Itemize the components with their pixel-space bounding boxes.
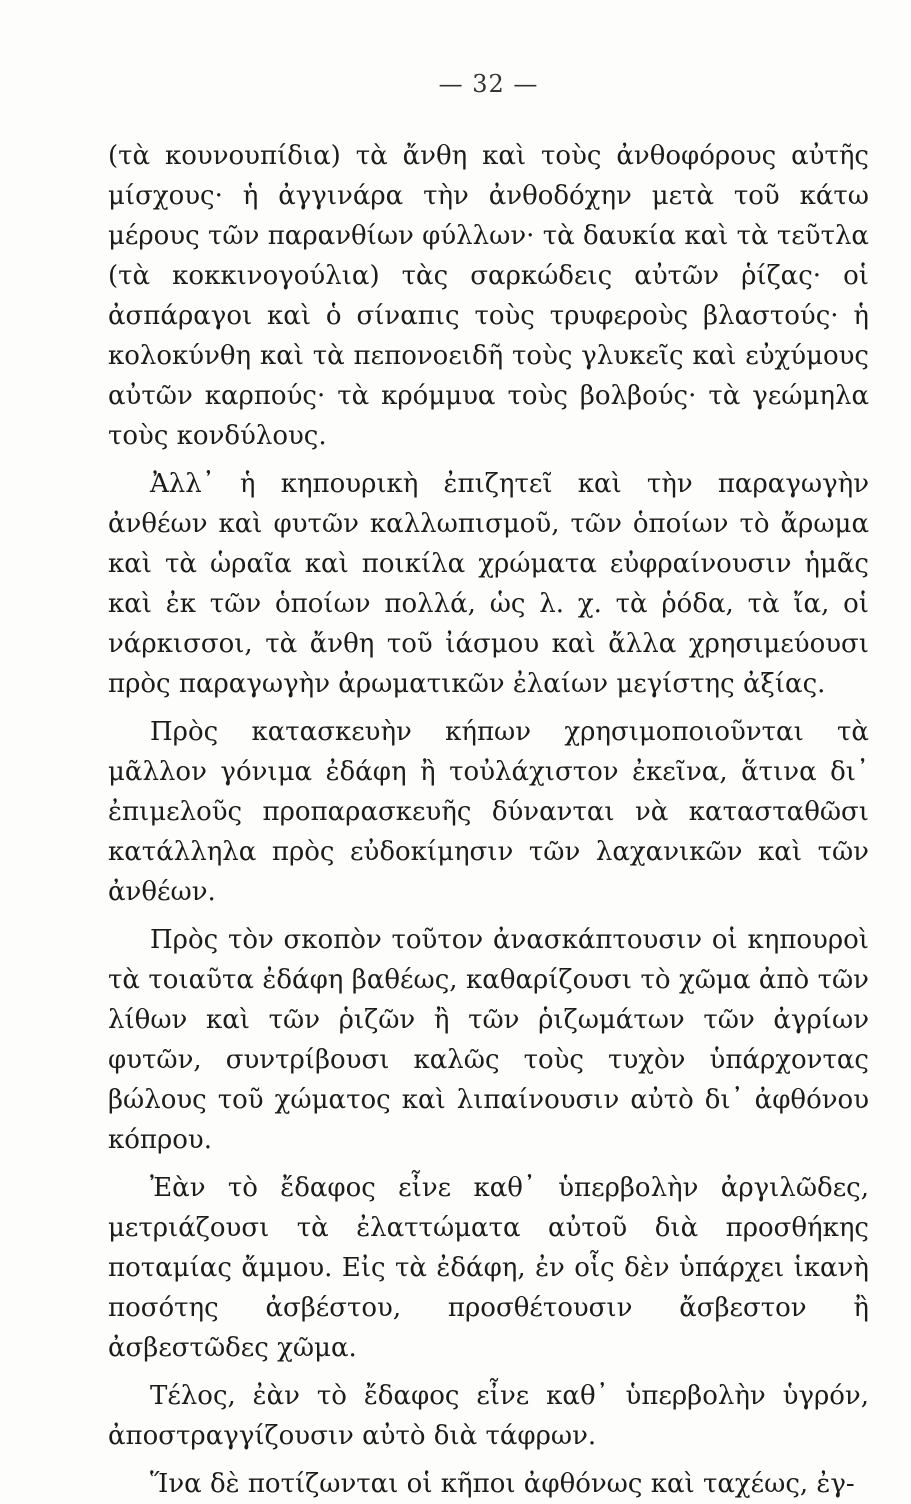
paragraph-clay-soil: Ἐὰν τὸ ἔδαφος εἶνε καθ᾽ ὑπερβολὴν ἀργιλῶδες, μετριάζουσι τὰ ἐλαττώματα αὐτοῦ διὰ προσθήκης ποταμίας ἄμμου. Εἰς τὰ ἐδάφη, ἐν οἷς δὲν ὑπάρχει ἱκανὴ ποσότης ἀσβέστου, προσθέτουσιν ἄσβεστον ἢ ἀσβεστῶδες χῶμα. <box>108 1173 869 1363</box>
paragraph-flowers: Ἀλλ᾽ ἡ κηπουρικὴ ἐπιζητεῖ καὶ τὴν παραγωγὴν ἀνθέων καὶ φυτῶν καλλωπισμοῦ, τῶν ὁποίων τὸ ἄρωμα καὶ τὰ ὡραῖα καὶ ποικίλα χρώματα εὐφραίνουσιν ἡμᾶς καὶ ἐκ τῶν ὁποίων πολλά, ὡς λ. χ. τὰ ῥόδα, τὰ ἴα, οἱ νάρκισσοι, τὰ ἄνθη τοῦ ἰάσμου καὶ ἄλλα χρησιμεύουσι πρὸς παραγωγὴν ἀρωματικῶν ἐλαίων μεγίστης ἀξίας. <box>108 469 869 699</box>
paragraph-digging: Πρὸς τὸν σκοπὸν τοῦτον ἀνασκάπτουσιν οἱ κηπουροὶ τὰ τοιαῦτα ἐδάφη βαθέως, καθαρίζουσι τὸ χῶμα ἀπὸ τῶν λίθων καὶ τῶν ῥιζῶν ἢ τῶν ῥιζωμάτων τῶν ἀγρίων φυτῶν, συντρίβουσι καλῶς τοὺς τυχὸν ὑπάρχοντας βώλους τοῦ χώματος καὶ λιπαίνουσιν αὐτὸ δι᾽ ἀφθόνου κόπρου. <box>108 925 869 1155</box>
paragraph-soils: Πρὸς κατασκευὴν κήπων χρησιμοποιοῦνται τὰ μᾶλλον γόνιμα ἐδάφη ἢ τοὐλάχιστον ἐκεῖνα, ἅτινα δι᾽ ἐπιμελοῦς προπαρασκευῆς δύνανται νὰ κατασταθῶσι κατάλληλα πρὸς εὐδοκίμησιν τῶν λαχανικῶν καὶ τῶν ἀνθέων. <box>108 717 869 907</box>
page-number: — 32 — <box>438 70 539 98</box>
paragraph-watering: Ἵνα δὲ ποτίζωνται οἱ κῆποι ἀφθόνως καὶ ταχέως, ἐγ- <box>150 1469 855 1499</box>
body-text <box>108 136 869 1504</box>
paragraph-vegetables: (τὰ κουνουπίδια) τὰ ἄνθη καὶ τοὺς ἀνθοφόρους αὐτῆς μίσχους· ἡ ἀγγινάρα τὴν ἀνθοδόχην μετὰ τοῦ κάτω μέρους τῶν παρανθίων φύλλων· τὰ δαυκία καὶ τὰ τεῦτλα (τὰ κοκκινογούλια) τὰς σαρκώδεις αὐτῶν ῥίζας· οἱ ἀσπάραγοι καὶ ὁ σίναπις τοὺς τρυφεροὺς βλαστούς· ἡ κολοκύνθη καὶ τὰ πεπονοειδῆ τοὺς γλυκεῖς καὶ εὐχύμους αὐτῶν καρπούς· τὰ κρόμμυα τοὺς βολβούς· τὰ γεώμηλα τοὺς κονδύλους. <box>108 141 869 451</box>
paragraph-wet-soil: Τέλος, ἐὰν τὸ ἔδαφος εἶνε καθ᾽ ὑπερβολὴν ὑγρόν, ἀποστραγγίζουσιν αὐτὸ διὰ τάφρων. <box>108 1381 869 1451</box>
